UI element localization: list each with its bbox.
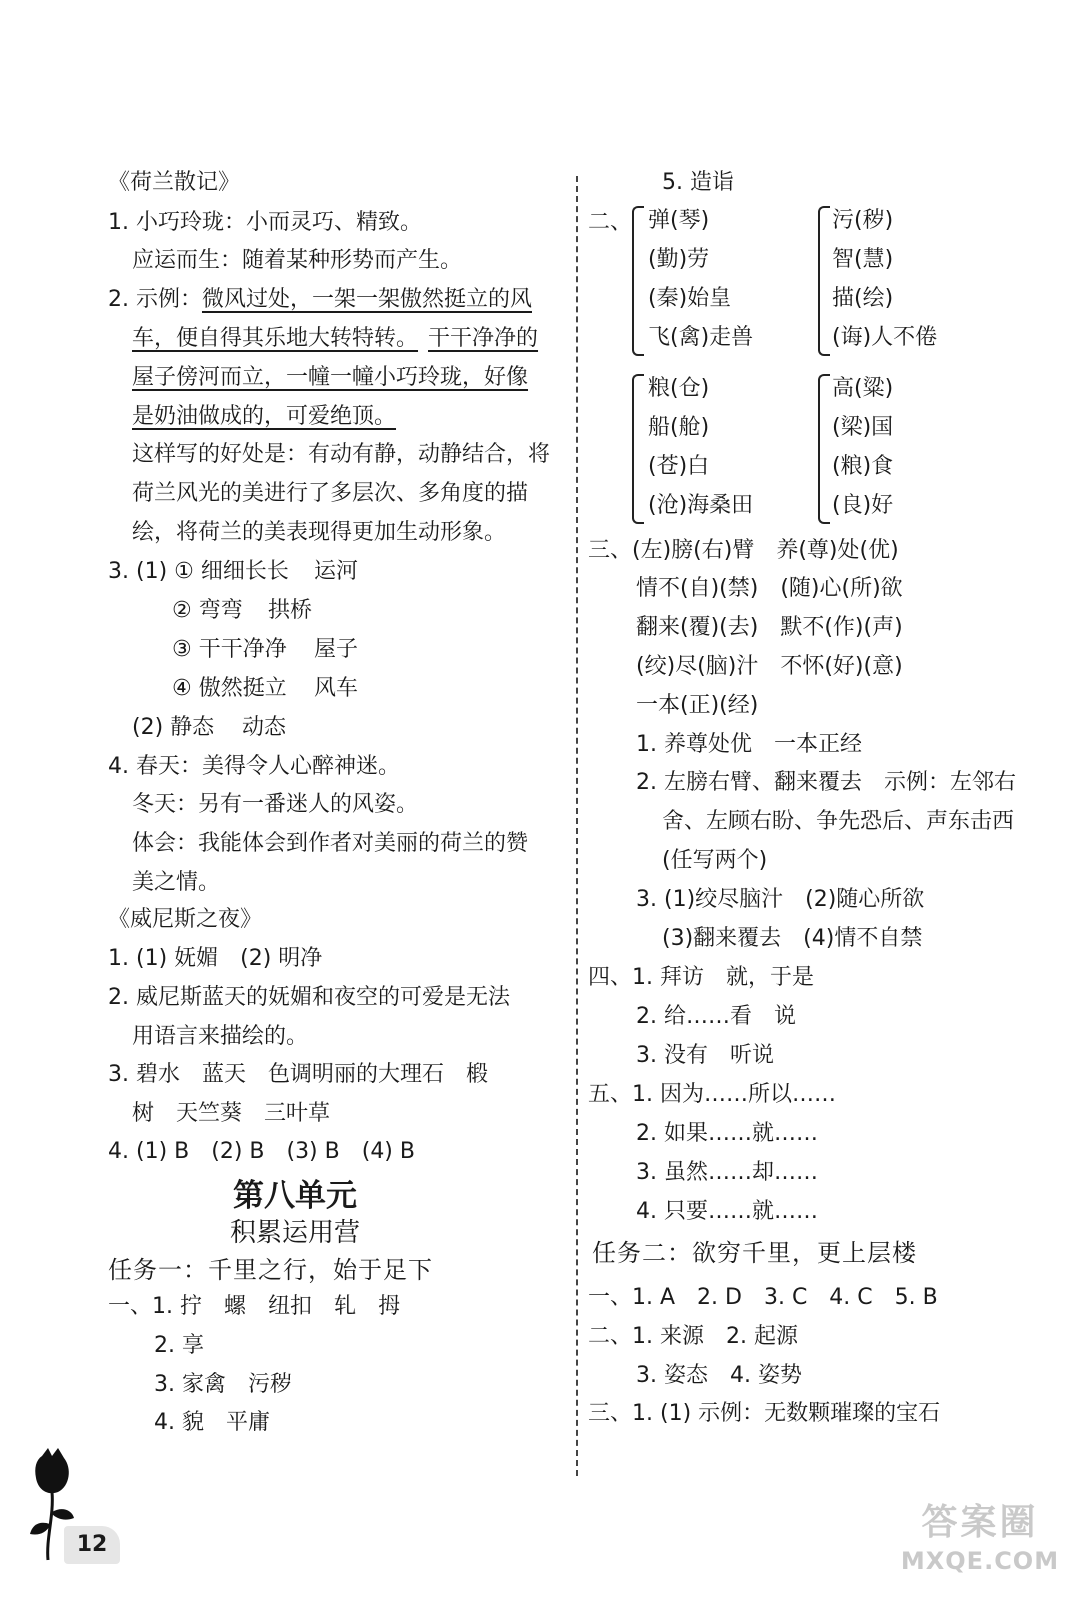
char-group-item: 粮(仓) [648, 376, 710, 401]
answer-line: 4. 只要……就…… [636, 1199, 818, 1224]
underlined-sentence: 干干净净的 [428, 326, 539, 351]
answer-prefix: 2. 示例： [108, 287, 202, 312]
answer-line: 2. 给……看 说 [636, 1004, 796, 1029]
answer-line: 五、1. 因为……所以…… [588, 1082, 836, 1107]
answer-line: 3. (1)绞尽脑汁 (2)随心所欲 [636, 887, 925, 912]
char-group-item: 描(绘) [832, 286, 894, 311]
answer-line [108, 285, 532, 315]
page-number: 12 [64, 1526, 120, 1564]
task-one-heading: 任务一：千里之行，始于足下 [108, 1256, 433, 1284]
underlined-sentence: 车，便自得其乐地大转特转。 [132, 326, 419, 351]
unit-subtitle: 积累运用营 [229, 1218, 360, 1248]
answer-line: 3. 没有 听说 [636, 1043, 774, 1068]
underlined-sentence: 是奶油做成的，可爱绝顶。 [132, 404, 397, 429]
answer-line: 荷兰风光的美进行了多层次、多角度的描 [132, 481, 529, 506]
answer-line: 3. 碧水 蓝天 色调明丽的大理石 椴 [108, 1062, 488, 1087]
answer-line: 翻来(覆)(去) 默不(作)(声) [636, 615, 903, 640]
answer-line: 绘，将荷兰的美表现得更加生动形象。 [132, 520, 507, 545]
answer-line: 一、1. 拧 螺 纽扣 轧 拇 [108, 1294, 400, 1319]
answer-line: 4. 春天：美得令人心醉神迷。 [108, 754, 400, 779]
answer-line: 美之情。 [132, 870, 221, 895]
answer-line [132, 324, 538, 354]
answer-line: 舍、左顾右盼、争先恐后、声东击西 [662, 809, 1015, 834]
answer-line: ③ 干干净净 屋子 [172, 637, 359, 662]
answer-line: 4. 貌 平庸 [154, 1410, 270, 1435]
char-group-item: 弹(琴) [648, 208, 710, 233]
section-label: 二、 [588, 210, 633, 235]
answer-line: 2. 享 [154, 1333, 204, 1358]
char-group-item: 船(舱) [648, 415, 710, 440]
answer-line: 用语言来描绘的。 [132, 1024, 309, 1049]
char-group-item: (苍)白 [648, 454, 710, 479]
char-group-item: 飞(禽)走兽 [648, 325, 754, 350]
watermark-text: 答案圈 [921, 1502, 1039, 1543]
answer-line: 2. 左膀右臂、翻来覆去 示例：左邻右 [636, 770, 1016, 795]
answer-line: 冬天：另有一番迷人的风姿。 [132, 792, 419, 817]
char-group-item: (粮)食 [832, 454, 894, 479]
answer-line: 一、1. A 2. D 3. C 4. C 5. B [588, 1285, 938, 1310]
answer-line: 这样写的好处是：有动有静，动静结合，将 [132, 442, 551, 467]
task-two-heading: 任务二：欲穷千里，更上层楼 [592, 1239, 917, 1267]
char-group-item: 高(粱) [832, 376, 894, 401]
answer-line: 三、(左)膀(右)臂 养(尊)处(优) [588, 538, 899, 563]
char-group-item: (勤)劳 [648, 247, 710, 272]
answer-line: (绞)尽(脑)汁 不怀(好)(意) [636, 654, 903, 679]
answer-line: 1. 小巧玲珑：小而灵巧、精致。 [108, 210, 422, 235]
essay-title-venice: 《威尼斯之夜》 [108, 907, 263, 932]
brace [818, 206, 830, 356]
char-group-item: (良)好 [832, 493, 894, 518]
answer-line: 二、1. 来源 2. 起源 [588, 1324, 798, 1349]
brace [632, 206, 644, 356]
answer-line: ④ 傲然挺立 风车 [172, 676, 359, 701]
answer-line: 应运而生：随着某种形势而产生。 [132, 248, 463, 273]
answer-line: (2) 静态 动态 [132, 715, 287, 740]
answer-line: 3. 家禽 污秽 [154, 1372, 292, 1397]
answer-line: ② 弯弯 拱桥 [172, 598, 313, 623]
answer-line: 3. 虽然……却…… [636, 1160, 818, 1185]
char-group-item: 智(慧) [832, 247, 894, 272]
answer-line: 1. 养尊处优 一本正经 [636, 732, 862, 757]
answer-line: 3. 姿态 4. 姿势 [636, 1363, 802, 1388]
char-group-item: (沧)海桑田 [648, 493, 754, 518]
watermark-logo [890, 1500, 1070, 1592]
answer-line: (3)翻来覆去 (4)情不自禁 [662, 926, 923, 951]
answer-line: 三、1. (1) 示例：无数颗璀璨的宝石 [588, 1401, 941, 1426]
answer-line: 树 天竺葵 三叶草 [132, 1101, 331, 1126]
answer-line: 一本(正)(经) [636, 693, 759, 718]
answer-line: 3. (1) ① 细细长长 运河 [108, 559, 359, 584]
answer-line: 情不(自)(禁) (随)心(所)欲 [636, 576, 903, 601]
answer-line: 2. 如果……就…… [636, 1121, 818, 1146]
answer-line: 4. (1) B (2) B (3) B (4) B [108, 1139, 415, 1164]
char-group-item: (诲)人不倦 [832, 325, 938, 350]
underlined-sentence: 屋子傍河而立，一幢一幢小巧玲珑，好像 [132, 365, 529, 390]
answer-line: 1. (1) 妩媚 (2) 明净 [108, 946, 323, 971]
char-group-item: (秦)始皇 [648, 286, 732, 311]
answer-line: (任写两个) [662, 848, 768, 873]
underlined-sentence: 微风过处，一架一架傲然挺立的风 [201, 287, 532, 312]
brace [818, 374, 830, 524]
answer-line: 体会：我能体会到作者对美丽的荷兰的赞 [132, 831, 529, 856]
column-divider [576, 176, 578, 1476]
brace [632, 374, 644, 524]
char-group-item: 污(秽) [832, 208, 894, 233]
essay-title-holland: 《荷兰散记》 [108, 170, 241, 195]
watermark-url: MXQE.COM [900, 1547, 1060, 1575]
answer-line: 四、1. 拜访 就，于是 [588, 965, 814, 990]
answer-line: 2. 威尼斯蓝天的妩媚和夜空的可爱是无法 [108, 985, 510, 1010]
unit-title: 第八单元 [233, 1178, 357, 1214]
char-group-item: (梁)国 [832, 415, 894, 440]
answer-line: 5. 造诣 [662, 170, 734, 195]
